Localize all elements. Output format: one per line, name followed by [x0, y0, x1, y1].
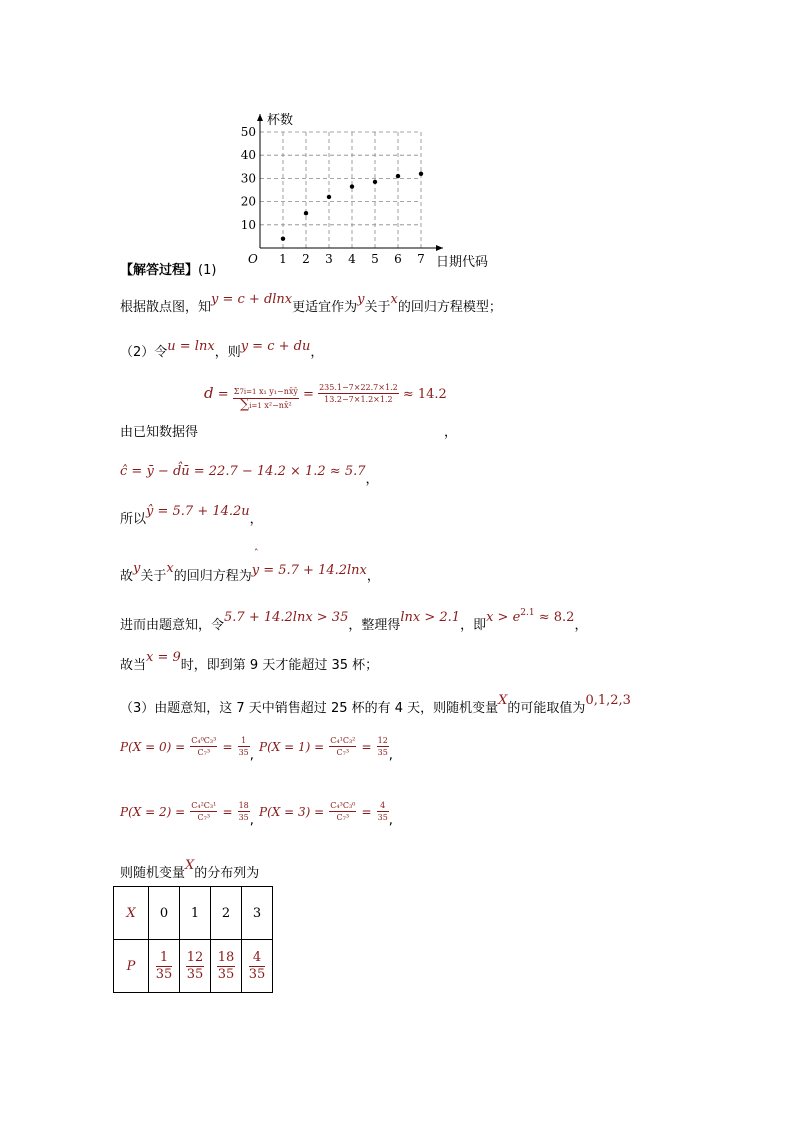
prob2-res [238, 800, 250, 823]
d-hat-value-num: 235.1−7×22.7×1.2 [319, 382, 398, 392]
c-hat-line [120, 460, 379, 487]
prob0-comma: , [249, 748, 254, 763]
data-point [350, 184, 354, 188]
prob2-lhs: P(X = 2) = [120, 805, 186, 819]
ineq-3: x > e [486, 610, 521, 625]
inequality-line [120, 608, 588, 635]
d-hat-sum-num: x₁ y₁−nx̄ȳ [259, 387, 298, 396]
prob1-comma: , [388, 748, 393, 763]
d-comma: ， [444, 425, 458, 440]
sum-symbol-top: Σ [233, 387, 240, 396]
x-tick-label: 6 [394, 252, 402, 266]
part2-u-def: u = lnx [167, 339, 215, 354]
part2-comma: ， [310, 345, 324, 360]
dist-var-X: X [185, 858, 195, 873]
d-hat-symbol: d [204, 383, 214, 402]
prob3-lhs: P(X = 3) = [259, 805, 325, 819]
y-tick-label: 10 [240, 217, 256, 232]
part3-text: （3）由题意知，这 7 天中销售超过 25 杯的有 4 天，则随机变量 [120, 701, 499, 716]
table-p-cell [242, 940, 273, 993]
part1-text-a: 根据散点图，知 [120, 300, 212, 315]
reg-eq: y = 5.7 + 14.2lnx [251, 563, 367, 578]
prob3-res [377, 800, 389, 823]
prob1-comb-num: C₄¹C₃² [330, 736, 356, 745]
table-row-x [114, 887, 273, 940]
distribution-table [113, 886, 273, 993]
distribution-intro [120, 858, 260, 882]
d-hat-sum-frac: $\frac{\text{Σ7i=1 x₁ y₁−nx̄ȳ}}{\text{∑i=1 x²−nx̄²}}$ [233, 387, 298, 412]
d-hat-result: ≈ 14.2 [402, 386, 447, 402]
reg-text-b: 关于 [140, 569, 167, 584]
data-point [373, 180, 377, 184]
x-tick-label: 4 [348, 252, 356, 266]
d-hat-formula: d = $\frac{\text{Σ7i=1 x₁ y₁−nx̄ȳ}}{\text{∑i=1 x²−nx̄²}}$ = $\frac{235.1-7\times 22.7\times 1.2}{13.2-7\times 1.2\times 1.2}$ $^{\approx 14.2}$ [204, 382, 447, 412]
so-label: 所以 [120, 512, 147, 527]
prob1-eq: = [361, 740, 372, 754]
x-axis-label: 日期代码 [436, 255, 489, 270]
p-num: 1 [156, 950, 173, 967]
when-eq: x = 9 [146, 650, 181, 665]
c-hat-comma: ， [365, 472, 379, 487]
prob1-res [377, 735, 389, 758]
data-point [281, 237, 285, 241]
x-tick-label: 7 [417, 252, 425, 266]
part3-var-X: X [498, 693, 508, 708]
prob2-comb-den: C₇³ [197, 813, 211, 822]
prob3-comb-num: C₄³C₃⁰ [330, 801, 356, 810]
chart-grid [260, 132, 421, 248]
prob1-res-num: 12 [377, 736, 388, 745]
dist-text-a: 则随机变量 [120, 866, 186, 881]
so-eq: ŷ = 5.7 + 14.2u [146, 504, 250, 519]
prob0-comb [190, 735, 217, 758]
data-point [304, 211, 308, 215]
part2-then: ，则 [214, 345, 241, 360]
table-row-p [114, 940, 273, 993]
solution-header: 【解答过程】 [120, 263, 199, 278]
p-num: 12 [186, 949, 204, 965]
x-tick-label: 1 [279, 252, 287, 266]
table-p-cell [149, 940, 180, 993]
part2-line [120, 339, 324, 361]
y-tick-label: 20 [240, 194, 256, 209]
origin-label: O [248, 252, 258, 266]
y-axis-label: 杯数 [267, 113, 294, 128]
p-den: 35 [186, 966, 204, 982]
prob3-comma: , [388, 813, 393, 828]
c-hat-eq: ĉ = ȳ − d̂ū = 22.7 − 14.2 × 1.2 ≈ 5.7 [120, 464, 366, 479]
d-hat-value-den: 13.2−7×1.2×1.2 [324, 394, 393, 404]
prob2-res-num: 18 [238, 801, 249, 810]
y-axis-arrow [257, 114, 263, 121]
prob2-comb [190, 800, 217, 823]
prob0-res-den: 35 [238, 748, 249, 757]
prob3-res-num: 4 [377, 800, 389, 812]
reg-var-y: y [133, 561, 141, 576]
prob3-comb [329, 800, 356, 823]
part1-text-c: 关于 [364, 300, 391, 315]
scatter-chart [235, 100, 505, 270]
part1-text-b: 更适宜作为 [292, 300, 358, 315]
prob0-res [238, 735, 250, 758]
prob2-res-den: 35 [238, 813, 249, 822]
prob1-lhs: P(X = 1) = [259, 740, 325, 754]
y-tick-label: 30 [240, 171, 256, 186]
part3-values: 0,1,2,3 [585, 693, 631, 708]
ineq-1: 5.7 + 14.2lnx > 35 [224, 610, 349, 625]
reg-text-a: 故 [120, 569, 134, 584]
so-line [120, 504, 263, 528]
table-x-head: X [114, 887, 149, 940]
prob1-res-den: 35 [377, 748, 388, 757]
when-text-b: 时，即到第 9 天才能超过 35 杯； [180, 658, 379, 673]
part3-text-b: 的可能取值为 [507, 701, 586, 716]
ineq-comma: ， [574, 618, 588, 633]
prob-row-1 [120, 735, 393, 763]
reg-text-c: 的回归方程为 [173, 569, 252, 584]
chart-labels [241, 112, 488, 270]
chart-axes [257, 114, 443, 251]
x-axis-arrow [436, 245, 443, 251]
table-p-head: P [114, 940, 149, 993]
data-point [396, 174, 400, 178]
data-point [327, 195, 331, 199]
ineq-text-c: ，即 [460, 618, 487, 633]
prob2-comma: , [249, 813, 254, 828]
prob2-eq: = [222, 805, 233, 819]
prob-row-2 [120, 800, 393, 828]
y-tick-label: 50 [240, 125, 256, 139]
part1-var-y: y [357, 292, 365, 307]
prob1-comb [329, 735, 356, 758]
prob0-comb-den: C₇³ [197, 748, 211, 757]
x-tick-label: 3 [325, 252, 333, 266]
part1-text-d: 的回归方程模型； [397, 300, 502, 315]
reg-var-x: x [166, 561, 174, 576]
prob3-comb-den: C₇³ [336, 813, 350, 822]
p-den: 35 [155, 966, 173, 982]
x-tick-label: 2 [302, 252, 310, 266]
table-x-cell: 3 [242, 887, 273, 940]
table-x-cell: 1 [180, 887, 211, 940]
prob1-comb-den: C₇³ [336, 748, 350, 757]
part1-model: y = c + dlnx [211, 292, 293, 307]
when-text-a: 故当 [120, 658, 147, 673]
d-hat-value-frac [318, 382, 399, 405]
data-point [419, 172, 423, 176]
ineq-exponent: 2.1 [520, 608, 535, 618]
regression-line [120, 549, 380, 585]
ineq-text-b: ，整理得 [348, 618, 401, 633]
prob2-comb-num: C₄²C₃¹ [191, 801, 217, 810]
reg-comma: ， [366, 569, 380, 584]
table-x-cell: 0 [149, 887, 180, 940]
so-comma: ， [249, 512, 263, 527]
reg-hat: ˆ [253, 549, 259, 560]
part1-line [120, 292, 502, 316]
when-line [120, 650, 379, 674]
ineq-4: ≈ 8.2 [538, 610, 575, 625]
p-den: 35 [248, 966, 266, 982]
p-num: 4 [249, 950, 266, 967]
d-intro-text: 由已知数据得 [120, 425, 199, 440]
d-hat-sum-den: x²−nx̄² [264, 401, 292, 410]
ineq-text-a: 进而由题意知，令 [120, 618, 225, 633]
x-tick-label: 5 [371, 252, 379, 266]
prob3-eq: = [361, 805, 372, 819]
part2-label: （2）令 [120, 345, 168, 360]
prob3-res-den: 35 [377, 813, 388, 822]
part1-label: (1) [198, 263, 217, 278]
part1-var-x: x [390, 292, 398, 307]
y-tick-label: 40 [240, 148, 256, 163]
p-den: 35 [217, 966, 235, 982]
prob0-lhs: P(X = 0) = [120, 740, 186, 754]
table-p-cell [211, 940, 242, 993]
dist-text-b: 的分布列为 [194, 866, 260, 881]
table-x-cell: 2 [211, 887, 242, 940]
solution-header-line [120, 263, 216, 279]
part2-eq: y = c + du [240, 339, 311, 354]
prob0-comb-num: C₄⁰C₃³ [191, 736, 217, 745]
table-p-cell [180, 940, 211, 993]
p-num: 18 [217, 949, 235, 965]
part3-line [120, 693, 631, 717]
ineq-2: lnx > 2.1 [400, 610, 461, 625]
prob0-eq: = [222, 740, 233, 754]
prob0-res-num: 1 [238, 735, 250, 747]
